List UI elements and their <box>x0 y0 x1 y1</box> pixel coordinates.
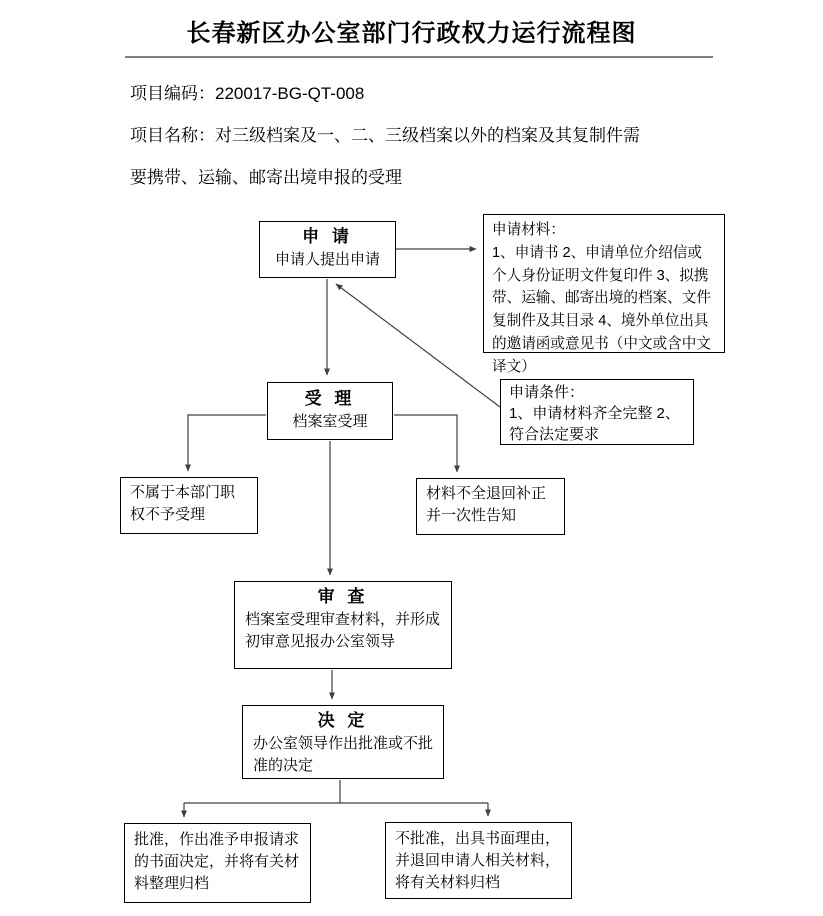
node-conditions-label: 申请条件： <box>509 384 585 401</box>
node-not-accept-body: 不属于本部门职权不予受理 <box>130 484 236 523</box>
project-name-line2: 要携带、运输、邮寄出境申报的受理 <box>130 168 402 187</box>
node-decide <box>242 705 444 779</box>
node-incomplete <box>416 478 565 535</box>
node-incomplete-body: 材料不全退回补正并一次性告知 <box>426 485 547 524</box>
node-accept-title: 受 理 <box>304 389 356 408</box>
page-title: 长春新区办公室部门行政权力运行流程图 <box>186 20 637 47</box>
node-materials-body: 1、申请书 2、申请单位介绍信或个人身份证明文件复印件 3、拟携带、运输、邮寄出境的档案、文件复制件及其目录 4、境外单位出具的邀请函或意见书（中文或含中文译文） <box>492 244 711 375</box>
node-apply <box>259 221 396 278</box>
title-divider <box>125 56 713 58</box>
node-accept-subtitle: 档案室受理 <box>292 413 368 430</box>
node-reject <box>385 822 572 899</box>
node-conditions-body: 1、申请材料齐全完整 2、符合法定要求 <box>509 405 680 443</box>
node-decide-body: 办公室领导作出批准或不批准的决定 <box>253 735 434 774</box>
node-apply-title: 申 请 <box>302 227 353 246</box>
node-materials-label: 申请材料： <box>492 222 565 238</box>
node-decide-title: 决 定 <box>317 711 369 730</box>
project-name-line1: 项目名称：对三级档案及一、二、三级档案以外的档案及其复制件需 <box>130 126 640 145</box>
node-review-title: 审 查 <box>317 587 369 606</box>
node-review-body: 档案室受理审查材料，并形成初审意见报办公室领导 <box>245 611 441 650</box>
node-review <box>234 581 452 669</box>
node-approve-body: 批准，作出准予申报请求的书面决定，并将有关材料整理归档 <box>134 831 300 892</box>
node-not-accept <box>120 477 258 534</box>
node-materials <box>483 214 725 375</box>
node-conditions <box>500 379 694 445</box>
node-approve <box>124 823 311 903</box>
node-reject-body: 不批准，出具书面理由，并退回申请人相关材料，将有关材料归档 <box>395 830 561 891</box>
node-apply-subtitle: 申请人提出申请 <box>274 251 380 268</box>
node-accept <box>267 382 393 440</box>
project-code: 项目编码：220017-BG-QT-008 <box>130 84 365 103</box>
